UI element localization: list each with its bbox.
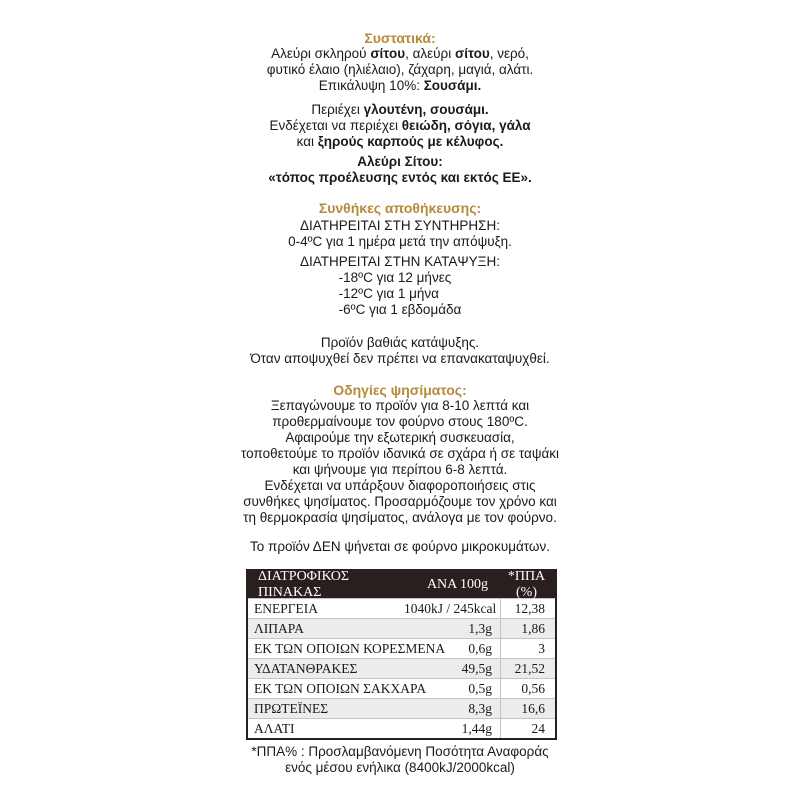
row-per-100g: 49,5g (461, 660, 492, 676)
nutrition-table-header (248, 568, 555, 600)
frozen-notes (0, 335, 800, 367)
baking-line: και ψήνουμε για περίπου 6-8 λεπτά. (292, 462, 508, 477)
freeze-item: -6ºC για 1 εβδομάδα (338, 302, 462, 317)
ingredients-line-3: Επικάλυψη 10%: Σουσάμι. (318, 78, 482, 93)
allergens-line-1: Περιέχει γλουτένη, σουσάμι. (311, 102, 489, 117)
storage-section (0, 200, 800, 318)
baking-line: Αφαιρούμε την εξωτερική συσκευασία, (285, 430, 515, 445)
baking-line: Ξεπαγώνουμε το προϊόν για 8-10 λεπτά και (270, 398, 530, 413)
footnote (0, 744, 800, 776)
row-label: ΕΚ ΤΩΝ ΟΠΟΙΩΝ ΣΑΚΧΑΡΑ (254, 680, 427, 696)
row-per-100g: 1,3g (468, 620, 492, 636)
header-nutrient: ΔΙΑΤΡΟΦΙΚΟΣ ΠΙΝΑΚΑΣ (258, 568, 349, 600)
row-ri: 21,52 (500, 659, 555, 678)
row-label: ΑΛΑΤΙ (254, 720, 295, 736)
table-row (248, 618, 555, 638)
row-label: ΛΙΠΑΡΑ (254, 620, 304, 636)
freeze-list (339, 270, 462, 318)
freeze-item: -12ºC για 1 μήνα (338, 286, 439, 301)
baking-line: προθερμαίνουμε τον φούρνο στους 180ºC. (272, 414, 528, 429)
table-row (248, 698, 555, 718)
freeze-item: -18ºC για 12 μήνες (338, 270, 452, 285)
baking-line: Ενδέχεται να υπάρξουν διαφοροποιήσεις στις (264, 478, 536, 493)
origin-section (0, 154, 800, 186)
ingredients-section (0, 30, 800, 94)
row-per-100g: 8,3g (468, 700, 492, 716)
storage-heading: Συνθήκες αποθήκευσης: (318, 200, 482, 216)
nutrition-table (246, 569, 557, 740)
chill-text: 0-4ºC για 1 ημέρα μετά την απόψυξη. (288, 234, 512, 249)
row-label: ΕΝΕΡΓΕΙΑ (254, 600, 319, 616)
baking-section (0, 382, 800, 526)
row-label: ΠΡΩΤΕΪΝΕΣ (254, 700, 329, 716)
baking-line: τοποθετούμε το προϊόν ιδανικά σε σχάρα ή σε ταψάκι (241, 446, 559, 461)
table-row (248, 658, 555, 678)
row-per-100g: 0,5g (468, 680, 492, 696)
row-ri: 1,86 (500, 619, 555, 638)
row-per-100g: 0,6g (468, 640, 492, 656)
baking-line: συνθήκες ψησίματος. Προσαρμόζουμε τον χρόνο και (243, 494, 557, 509)
chill-title: ΔΙΑΤΗΡΕΙΤΑΙ ΣΤΗ ΣΥΝΤΗΡΗΣΗ: (299, 218, 501, 233)
footnote-line-1: *ΠΠΑ% : Προσλαμβανόμενη Ποσότητα Αναφοράς (251, 744, 549, 759)
table-row (248, 638, 555, 658)
row-ri: 3 (500, 639, 555, 658)
row-label: ΥΔΑΤΑΝΘΡΑΚΕΣ (254, 660, 358, 676)
footnote-line-2: ενός μέσου ενήλικα (8400kJ/2000kcal) (285, 760, 515, 775)
row-ri: 16,6 (500, 699, 555, 718)
baking-heading: Οδηγίες ψησίματος: (333, 382, 467, 398)
header-ri-percent: *ΠΠΑ (%) (507, 568, 546, 600)
row-ri: 0,56 (500, 679, 555, 698)
origin-line-2: «τόπος προέλευσης εντός και εκτός ΕΕ». (268, 170, 532, 185)
row-per-100g: 1,44g (461, 720, 492, 736)
ingredients-heading: Συστατικά: (364, 30, 436, 46)
frozen-note-1: Προϊόν βαθιάς κατάψυξης. (320, 335, 480, 350)
row-per-100g: 1040kJ / 245kcal (404, 600, 497, 616)
table-row (248, 718, 555, 738)
frozen-note-2: Όταν αποψυχθεί δεν πρέπει να επανακαταψυχθεί. (250, 351, 550, 366)
table-row (248, 598, 555, 618)
row-label: ΕΚ ΤΩΝ ΟΠΟΙΩΝ ΚΟΡΕΣΜΕΝΑ (254, 640, 446, 656)
freeze-title: ΔΙΑΤΗΡΕΙΤΑΙ ΣΤΗΝ ΚΑΤΑΨΥΞΗ: (300, 254, 500, 269)
header-per-100g: ΑΝΑ 100g (426, 576, 488, 592)
row-ri: 24 (500, 719, 555, 738)
allergens-line-3: και ξηρούς καρπούς με κέλυφος. (296, 134, 504, 149)
microwave-note: Το προϊόν ΔΕΝ ψήνεται σε φούρνο μικροκυμάτων. (250, 539, 550, 554)
allergens-section (0, 102, 800, 150)
origin-line-1: Αλεύρι Σίτου: (357, 154, 443, 169)
row-ri: 12,38 (500, 599, 555, 618)
allergens-line-2: Ενδέχεται να περιέχει θειώδη, σόγια, γάλα (269, 118, 531, 133)
baking-line: τη θερμοκρασία ψησίματος, ανάλογα με τον φούρνο. (243, 510, 557, 525)
table-row (248, 678, 555, 698)
ingredients-line-1: Αλεύρι σκληρού σίτου, αλεύρι σίτου, νερό, (271, 46, 529, 61)
ingredients-line-2: φυτικό έλαιο (ηλιέλαιο), ζάχαρη, μαγιά, αλάτι. (266, 62, 534, 77)
